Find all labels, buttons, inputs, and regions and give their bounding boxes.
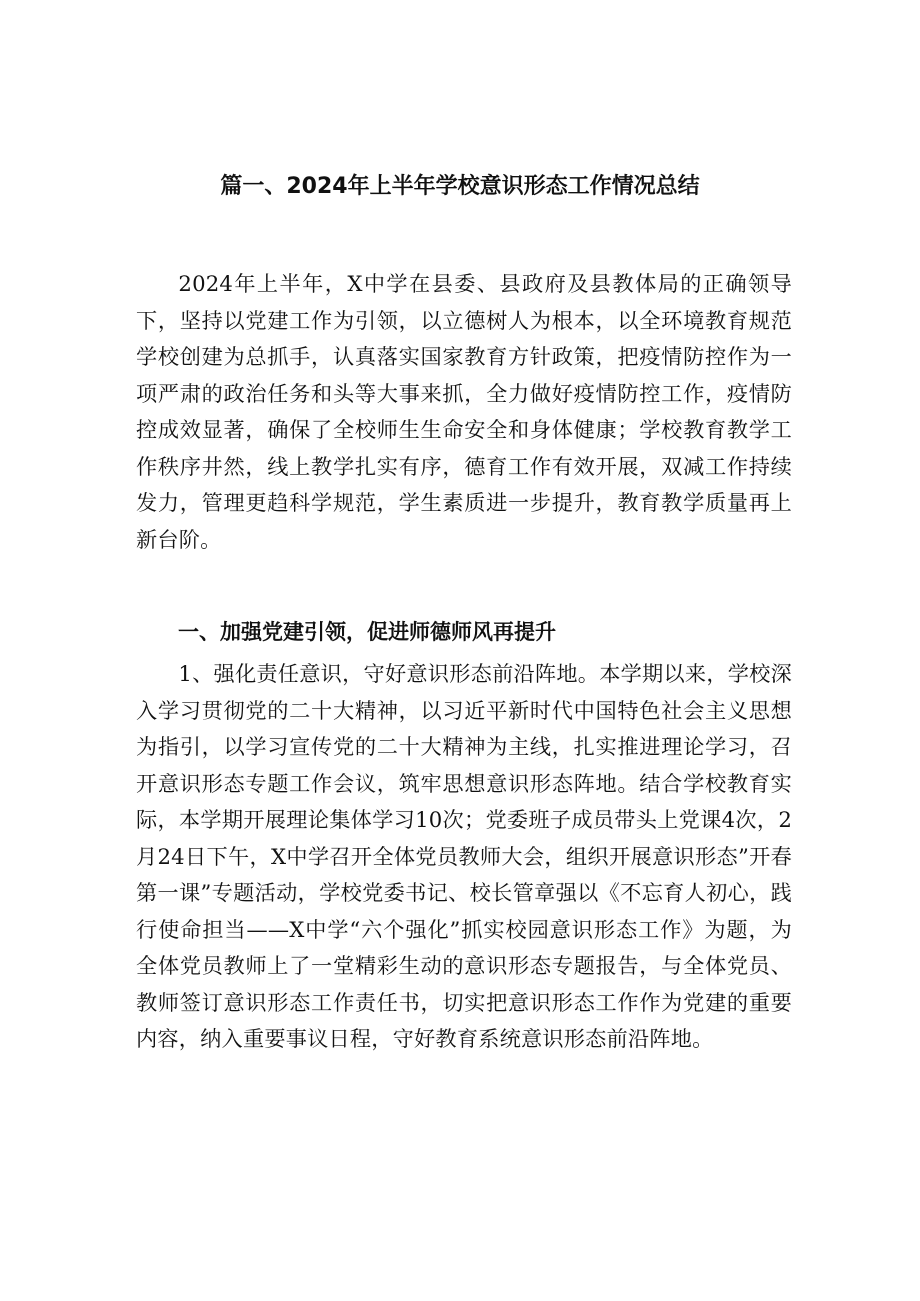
- section-heading: 一、加强党建引领，促进师德师风再提升: [178, 620, 556, 644]
- section-paragraph: 1、强化责任意识，守好意识形态前沿阵地。本学期以来，学校深入学习贯彻党的二十大精神，以习近平新时代中国特色社会主义思想为指引，以学习宣传党的二十大精神为主线，扎实推进理论学习，召开意识形态专题工作会议，筑牢思想意识形态阵地。结合学校教育实际，本学期开展理论集体学习10次；党委班子成员带头上党课4次，2月24日下午，X中学召开全体党员教师大会，组织开展意识形态”开春第一课”专题活动，学校党委书记、校长管章强以《不忘育人初心，践行使命担当——X中学“六个强化”抓实校园意识形态工作》为题，为全体党员教师上了一堂精彩生动的意识形态专题报告，与全体党员、教师签订意识形态工作责任书，切实把意识形态工作作为党建的重要内容，纳入重要事议日程，守好教育系统意识形态前沿阵地。: [136, 661, 792, 1052]
- document-title: 篇一、2024年上半年学校意识形态工作情况总结: [220, 174, 700, 199]
- intro-paragraph: 2024年上半年，X中学在县委、县政府及县教体局的正确领导下，坚持以党建工作为引领，以立德树人为根本，以全环境教育规范学校创建为总抓手，认真落实国家教育方针政策，把疫情防控作为一项严肃的政治任务和头等大事来抓，全力做好疫情防控工作，疫情防控成效显著，确保了全校师生生命安全和身体健康；学校教育教学工作秩序井然，线上教学扎实有序，德育工作有效开展，双减工作持续发力，管理更趋科学规范，学生素质进一步提升，教育教学质量再上新台阶。: [136, 271, 792, 552]
